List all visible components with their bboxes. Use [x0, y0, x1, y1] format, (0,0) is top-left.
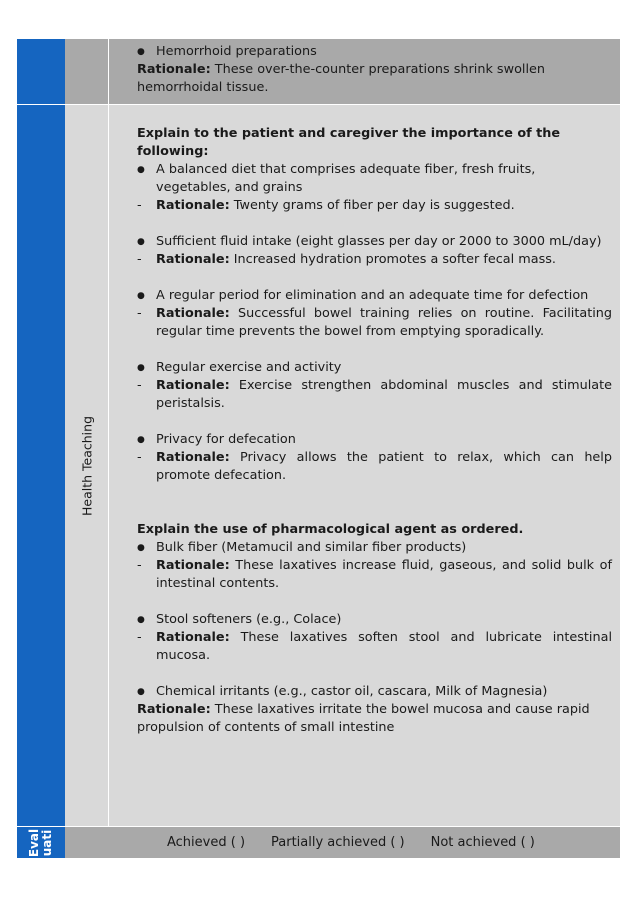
care-plan-table: [17, 39, 620, 859]
rationale: - Rationale: Twenty grams of fiber per day is suggested.: [137, 198, 515, 213]
rationale-text: Privacy allows the patient to relax, which can help promote defecation.: [156, 450, 612, 483]
top-content-cell: [109, 39, 620, 104]
top-row: [17, 39, 620, 105]
evaluation-content: [109, 827, 620, 858]
bullet-text: Sufficient fluid intake (eight glasses per day or 2000 to 3000 mL/day): [156, 234, 602, 249]
list-item: [137, 683, 612, 701]
rationale: - Rationale: Privacy allows the patient to relax, which can help promote defecation.: [137, 450, 612, 483]
rationale-text: Exercise strengthen abdominal muscles and stimulate peristalsis.: [156, 378, 612, 411]
not-achieved-option: Not achieved ( ): [430, 834, 535, 850]
section-heading: Explain to the patient and caregiver the importance of the following:: [137, 126, 561, 159]
bullet-icon: ●: [137, 165, 145, 175]
rationale-label: Rationale:: [137, 702, 211, 717]
rationale-text: Increased hydration promotes a softer fecal mass.: [229, 252, 556, 267]
bullet-icon: ●: [137, 291, 145, 301]
rationale-text: Twenty grams of fiber per day is suggested.: [229, 198, 515, 213]
rationale-text: These laxatives irritate the bowel mucosa and cause rapid propulsion of contents of small intestine: [137, 702, 590, 735]
rationale: - Rationale: Exercise strengthen abdominal muscles and stimulate peristalsis.: [137, 378, 612, 411]
rationale: - Rationale: These laxatives increase fluid, gaseous, and solid bulk of intestinal contents.: [137, 558, 612, 591]
list-item: [137, 539, 612, 557]
blue-side-bar: [17, 39, 65, 104]
bullet-text: Regular exercise and activity: [156, 360, 342, 375]
rationale-label: Rationale:: [156, 378, 230, 393]
bullet-icon: ●: [137, 615, 145, 625]
health-teaching-row: [17, 105, 620, 827]
rationale-text: Successful bowel training relies on routine. Facilitating regular time prevents the bowel from emptying sporadically.: [156, 306, 612, 339]
bullet-icon: ●: [137, 363, 145, 373]
top-label-cell: [65, 39, 109, 104]
health-teaching-label: Health Teaching: [79, 415, 94, 516]
rationale: - Rationale: Increased hydration promotes a softer fecal mass.: [137, 252, 556, 267]
bullet-icon: ●: [137, 687, 145, 697]
bullet-icon: ●: [137, 435, 145, 445]
list-item: [137, 359, 612, 377]
bullet-text: Privacy for defecation: [156, 432, 296, 447]
list-item: [137, 611, 612, 629]
bullet-text: Hemorrhoid preparations: [156, 44, 317, 59]
rationale-text: These laxatives increase fluid, gaseous, and solid bulk of intestinal contents.: [156, 558, 612, 591]
section-heading: Explain the use of pharmacological agent as ordered.: [137, 522, 524, 537]
evaluation-row: [17, 827, 620, 859]
bullet-text: Bulk fiber (Metamucil and similar fiber products): [156, 540, 467, 555]
list-item: [137, 43, 612, 61]
list-item: [137, 233, 612, 251]
rationale: [137, 61, 612, 97]
bullet-text: A balanced diet that comprises adequate fiber, fresh fruits, vegetables, and grains: [156, 162, 536, 195]
rationale-label: Rationale:: [156, 450, 230, 465]
bullet-icon: ●: [137, 237, 145, 247]
rationale: - Rationale: Successful bowel training relies on routine. Facilitating regular time prevents the bowel from emptying sporadically.: [137, 306, 612, 339]
rationale-label: Rationale:: [156, 558, 230, 573]
health-teaching-content: [109, 105, 620, 826]
rationale-label: Rationale:: [137, 62, 211, 77]
bullet-text: A regular period for elimination and an adequate time for defection: [156, 288, 589, 303]
rationale-label: Rationale:: [156, 306, 230, 321]
rationale-label: Rationale:: [156, 252, 230, 267]
blue-side-bar: [17, 105, 65, 826]
achieved-option: Achieved ( ): [167, 834, 246, 850]
rationale-label: Rationale:: [156, 198, 230, 213]
bullet-icon: ●: [137, 543, 145, 553]
health-teaching-label-cell: [65, 105, 109, 826]
rationale: - Rationale: These laxatives soften stool and lubricate intestinal mucosa.: [137, 630, 612, 663]
bullet-icon: ●: [137, 47, 145, 57]
evaluation-label-cell: [17, 827, 65, 858]
list-item: [137, 287, 612, 305]
list-item: [137, 161, 612, 197]
rationale-text: These laxatives soften stool and lubricate intestinal mucosa.: [156, 630, 612, 663]
rationale: [137, 701, 612, 737]
partially-achieved-option: Partially achieved ( ): [271, 834, 405, 850]
bullet-text: Chemical irritants (e.g., castor oil, cascara, Milk of Magnesia): [156, 684, 548, 699]
rationale-label: Rationale:: [156, 630, 230, 645]
bullet-text: Stool softeners (e.g., Colace): [156, 612, 342, 627]
evaluation-label: Eval uati: [27, 828, 54, 857]
list-item: [137, 431, 612, 449]
evaluation-spacer-cell: [65, 827, 109, 858]
rationale-text: These over-the-counter preparations shrink swollen hemorrhoidal tissue.: [137, 62, 545, 95]
